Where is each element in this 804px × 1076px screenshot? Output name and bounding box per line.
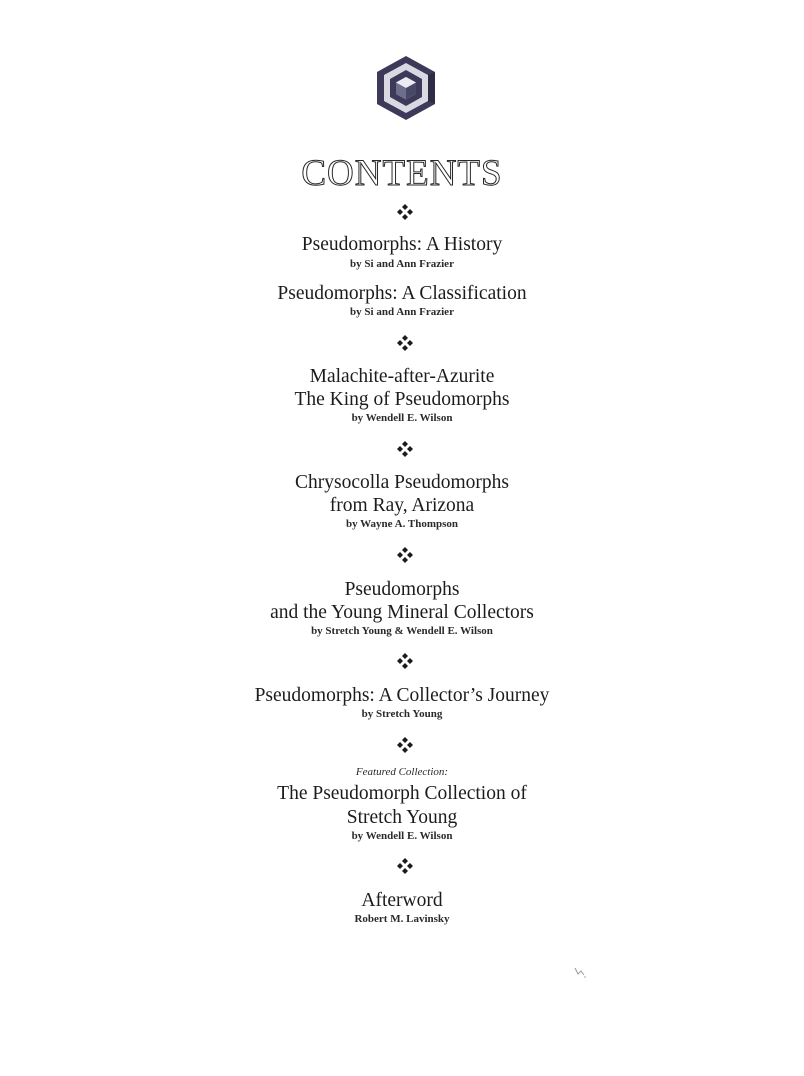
entry-byline: by Wendell E. Wilson xyxy=(351,830,453,842)
entry-title: Pseudomorphs: A Collector’s Journey xyxy=(254,685,550,706)
entry-byline: by Wayne A. Thompson xyxy=(345,518,459,530)
entry-title: The King of Pseudomorphs xyxy=(294,389,510,410)
four-diamond-ornament-icon xyxy=(395,202,415,222)
entry-byline: Robert M. Lavinsky xyxy=(354,913,450,925)
entry-title: Chrysocolla Pseudomorphs xyxy=(295,472,509,493)
featured-label: Featured Collection: xyxy=(355,766,449,778)
page-title: CONTENTS xyxy=(301,153,503,194)
entry-byline: by Si and Ann Frazier xyxy=(350,258,454,270)
scan-speck-icon xyxy=(572,966,588,980)
entry-title: Stretch Young xyxy=(346,807,458,828)
four-diamond-ornament-icon xyxy=(395,545,415,565)
four-diamond-ornament-icon xyxy=(395,856,415,876)
entry-title: Pseudomorphs: A Classification xyxy=(277,283,527,304)
four-diamond-ornament-icon xyxy=(395,735,415,755)
four-diamond-ornament-icon xyxy=(395,439,415,459)
entry-title: Afterword xyxy=(361,890,443,911)
entry-title: and the Young Mineral Collectors xyxy=(270,602,534,623)
entry-title: Malachite-after-Azurite xyxy=(309,366,495,387)
four-diamond-ornament-icon xyxy=(395,333,415,353)
entry-title: Pseudomorphs xyxy=(344,579,460,600)
four-diamond-ornament-icon xyxy=(395,651,415,671)
entry-title: The Pseudomorph Collection of xyxy=(277,783,527,804)
isometric-cube-logo-icon xyxy=(375,55,437,121)
entry-title: Pseudomorphs: A History xyxy=(301,234,503,255)
entry-title: from Ray, Arizona xyxy=(329,495,475,516)
entry-byline: by Stretch Young xyxy=(361,708,443,720)
entry-byline: by Wendell E. Wilson xyxy=(351,412,453,424)
entry-byline: by Stretch Young & Wendell E. Wilson xyxy=(311,625,493,637)
entry-byline: by Si and Ann Frazier xyxy=(350,306,454,318)
